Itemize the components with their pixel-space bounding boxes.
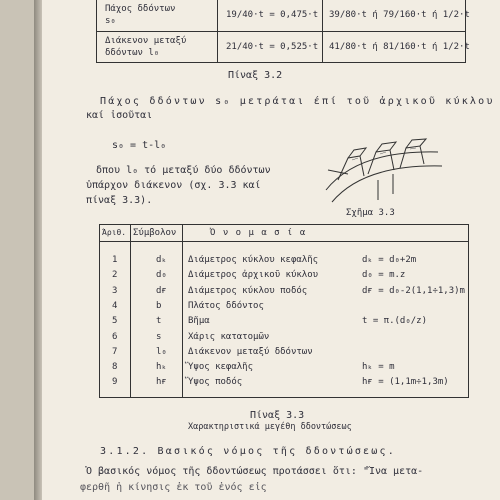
row-number: 5 [112, 316, 118, 327]
row2-formula: 21/40·t = 0,525·t [226, 42, 319, 52]
row-symbol: dғ [156, 285, 167, 296]
row-formula: t = π.(d₀/z) [362, 316, 428, 327]
column-divider-1 [130, 225, 131, 397]
header-symbol: Σύμβολον [133, 228, 177, 238]
row-formula: d₀ = m.z [362, 270, 406, 281]
row2-symbol: δδόντων l₀ [105, 48, 160, 58]
table-3-3-caption: Πίναξ 3.3 [250, 410, 305, 421]
row1-name: Πάχος δδόντων [105, 4, 176, 14]
row-formula: dₖ = d₀+2m [362, 255, 417, 265]
row-symbol: l₀ [156, 346, 167, 357]
table-3-2-caption: Πίναξ 3.2 [228, 70, 283, 81]
row-symbol: b [156, 300, 162, 311]
row-number: 3 [112, 285, 118, 296]
row-name: Χάρις κατατομῶν [188, 331, 270, 342]
top-table-divider [97, 31, 465, 32]
row-symbol: t [156, 316, 162, 327]
row-name: Διάμετρος ἀρχικοῦ κύκλου [188, 270, 319, 281]
row-number: 6 [112, 331, 118, 342]
paragraph-2-line-3: πίναξ 3.3). [86, 195, 153, 206]
row-name: Διάμετρος κύκλου ποδός [188, 285, 308, 296]
figure-3-3-caption: Σχῆμα 3.3 [346, 208, 395, 218]
row-symbol: d₀ [156, 270, 167, 281]
paragraph-2-line-1: δπου l₀ τό μεταξύ δύο δδόντων [96, 165, 271, 176]
row-number: 9 [112, 377, 118, 388]
equation: s₀ = t-l₀ [112, 140, 167, 151]
header-name: Ὀ ν ο μ α σ ί α [210, 228, 307, 238]
row-symbol: hₖ [156, 362, 167, 373]
row-name: Ὕψος ποδός [188, 377, 243, 388]
table-3-3 [99, 224, 469, 398]
row1-range: 39/80·t ή 79/160·t ή 1/2·t [329, 10, 470, 20]
row-symbol: dₖ [156, 255, 167, 265]
row-symbol: hғ [156, 377, 167, 388]
row-number: 1 [112, 255, 118, 265]
table-3-3-header [100, 225, 468, 242]
row-number: 4 [112, 300, 118, 311]
row1-symbol: s₀ [105, 16, 116, 26]
paragraph-1-line-2: καί ἰσοῦται [86, 110, 153, 121]
row-formula: hғ = (1,1m÷1,3m) [362, 377, 449, 388]
row-formula: hₖ = m [362, 362, 395, 373]
row-symbol: s [156, 331, 162, 342]
row2-range: 41/80·t ή 81/160·t ή 1/2·t [329, 42, 470, 52]
gear-teeth-figure [318, 130, 448, 210]
row2-name: Διάκενον μεταξύ [105, 36, 187, 46]
top-table [96, 0, 470, 63]
section-title: 3.1.2. Βασικός νόμος τῆς δδοντώσεως. [100, 446, 396, 457]
row-name: Διάμετρος κύκλου κεφαλῆς [188, 255, 319, 265]
column-divider-2 [182, 225, 183, 397]
header-number: Άριθ. [102, 228, 127, 237]
row-name: Διάκενον μεταξύ δδόντων [188, 346, 313, 357]
row-number: 8 [112, 362, 118, 373]
row-formula: dғ = d₀-2(1,1÷1,3)m [362, 285, 465, 296]
row-name: Πλάτος δδόντος [188, 300, 264, 311]
table-3-3-subcaption: Χαρακτηριστικά μεγέθη δδοντώσεως [188, 422, 352, 432]
row-name: Ὕψος κεφαλῆς [188, 362, 254, 373]
paragraph-2-line-2: ὑπάρχον διάκενον (σχ. 3.3 καί [86, 180, 261, 191]
paragraph-3: Ὁ βασικός νόμος τῆς δδοντώσεως προτάσσει ὅτι: "Ἵνα μετα- [86, 466, 424, 477]
paragraph-1-line-1: Πάχος δδόντων s₀ μετράται έπί τοῦ ἀρχικοῦ κύκλου [100, 96, 495, 107]
row1-formula: 19/40·t = 0,475·t [226, 10, 319, 20]
row-number: 2 [112, 270, 118, 281]
paragraph-3-cut: φερθῆ ἡ κίνησις ἐκ τοῦ ἑνός εἰς [80, 482, 267, 493]
row-name: Βῆμα [188, 316, 210, 327]
row-number: 7 [112, 346, 118, 357]
